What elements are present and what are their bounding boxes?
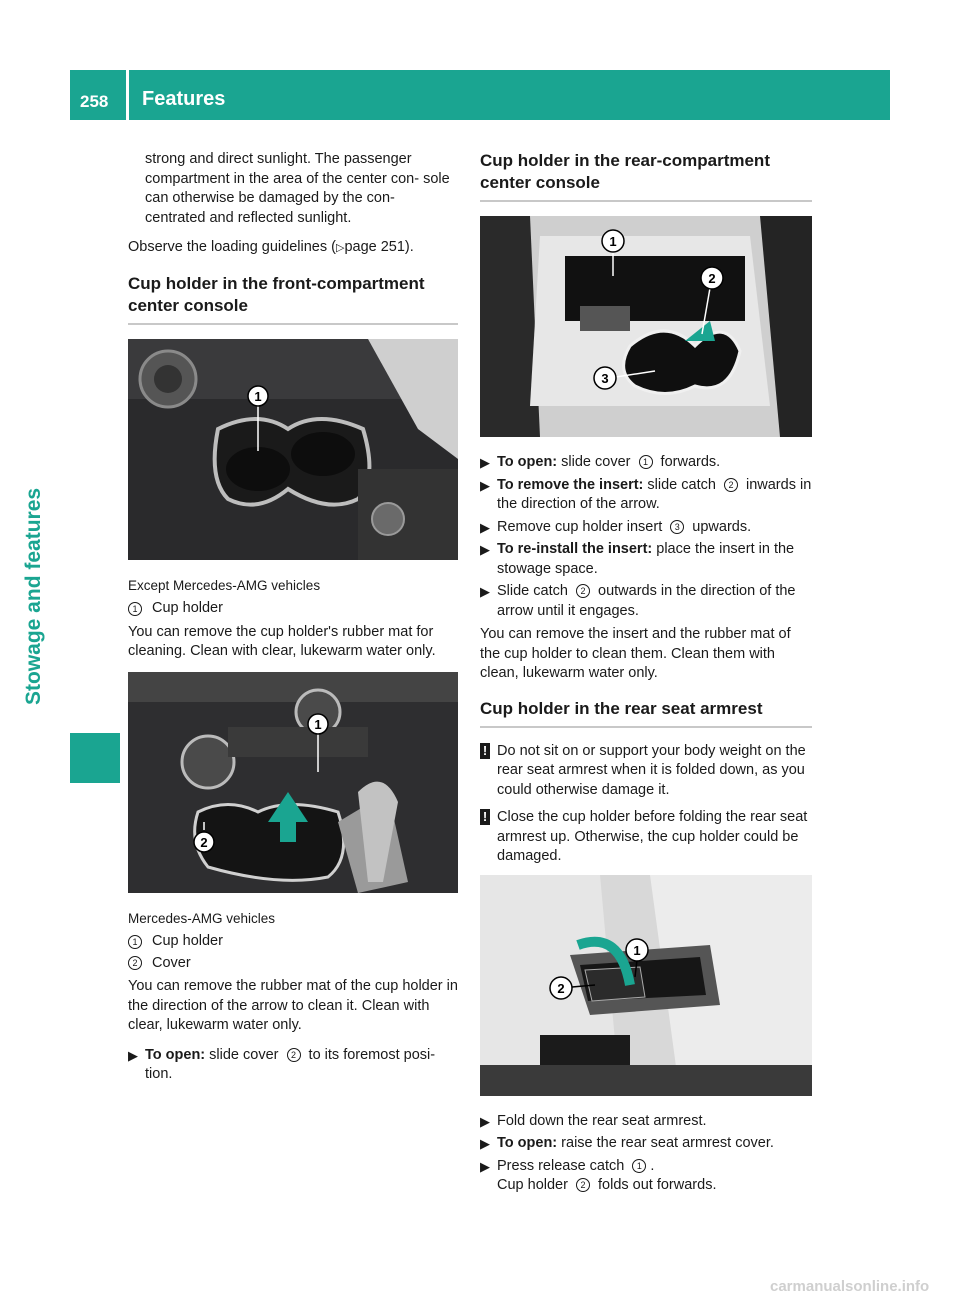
step-item: ▶ Remove cup holder insert 3 upwards. <box>480 518 812 538</box>
step-arrow-icon: ▶ <box>480 455 490 470</box>
legend-item: 1 Cup holder <box>128 932 458 952</box>
number-3-icon: 3 <box>670 520 684 534</box>
page-ref-link[interactable]: page 251). <box>344 239 414 255</box>
warning-note: ! Close the cup holder before folding the rear seat armrest up. Otherwise, the cup holder could be damaged. <box>480 808 812 867</box>
step-arrow-icon: ▶ <box>480 477 490 493</box>
warning-icon: ! <box>480 743 490 759</box>
step-item: ▶ Slide catch 2 outwards in the direction of the arrow until it engages. <box>480 583 796 619</box>
step-arrow-icon: ▶ <box>480 1113 490 1129</box>
svg-text:1: 1 <box>254 388 262 404</box>
figure-front-console <box>128 339 458 560</box>
number-2-icon: 2 <box>287 1048 301 1062</box>
svg-text:1: 1 <box>633 942 641 958</box>
svg-text:1: 1 <box>609 234 617 249</box>
remove-mat-amg-paragraph: You can remove the rubber mat of the cup holder in the direction of the arrow to clean it. Clean with clear, lukewarm water only. <box>128 978 458 1033</box>
page-number: 258 <box>80 92 109 111</box>
step-item: ▶ To open: slide cover 1 forwards. <box>480 453 812 473</box>
page-ref-icon: ▷ <box>335 242 345 254</box>
step-item: ▶ To remove the insert: slide catch 2 inwards in the direction of the arrow. <box>480 476 812 512</box>
figure-1-caption: Except Mercedes-AMG vehicles <box>128 577 321 593</box>
figure-rear-armrest <box>480 875 812 1096</box>
remove-insert-paragraph: You can remove the insert and the rubber mat of the cup holder to clean them. Clean them with clean, lukewarm water only. <box>480 626 791 681</box>
number-2-icon: 2 <box>576 1178 590 1192</box>
observe-paragraph: Observe the loading guidelines (▷page 251). <box>128 239 414 255</box>
step-item: ▶ To open: raise the rear seat armrest cover. <box>480 1134 812 1154</box>
side-tab-label: Stowage and features <box>22 487 45 705</box>
number-1-icon: 1 <box>639 455 653 469</box>
figure-rear-console <box>480 216 812 437</box>
svg-text:2: 2 <box>200 834 208 850</box>
svg-text:1: 1 <box>314 716 322 732</box>
step-arrow-icon: ▶ <box>480 584 490 599</box>
step-arrow-icon: ▶ <box>480 1136 490 1151</box>
number-2-icon: 2 <box>724 478 738 492</box>
remove-mat-paragraph: You can remove the cup holder's rubber mat for cleaning. Clean with clear, lukewarm water only. <box>128 623 436 659</box>
figure-amg-console <box>128 672 458 893</box>
side-tab-marker <box>70 733 120 783</box>
right-column <box>480 150 812 1199</box>
header-divider <box>126 70 129 120</box>
intro-paragraph: strong and direct sunlight. The passenger compartment in the area of the center con- sole can otherwise be damaged by the con- centrated and reflected sunlight. <box>145 151 450 226</box>
step-arrow-icon: ▶ <box>480 1158 490 1174</box>
step-item: ▶ Fold down the rear seat armrest. <box>480 1112 812 1132</box>
legend-item: 2 Cover <box>128 954 458 974</box>
page-header <box>70 70 890 120</box>
step-open-cover: ▶ To open: slide cover 2 to its foremost posi- tion. <box>128 1046 436 1082</box>
number-1-icon: 1 <box>128 602 142 616</box>
step-arrow-icon: ▶ <box>128 1047 138 1063</box>
heading-armrest: Cup holder in the rear seat armrest <box>480 698 812 728</box>
step-item: ▶ Press release catch 1 . Cup holder 2 folds out forwards. <box>480 1157 717 1193</box>
left-column <box>128 150 458 1088</box>
warning-icon: ! <box>480 809 490 825</box>
figure-2-caption: Mercedes-AMG vehicles <box>128 910 276 926</box>
number-2-icon: 2 <box>576 584 590 598</box>
svg-text:2: 2 <box>557 980 565 996</box>
number-2-icon: 2 <box>128 956 142 970</box>
heading-rear-console: Cup holder in the rear-compartment center console <box>480 150 812 202</box>
heading-front-cup-holder: Cup holder in the front-compartment center console <box>128 273 458 325</box>
warning-note: ! Do not sit on or support your body weight on the rear seat armrest when it is folded down, as you could otherwise damage it. <box>480 742 812 801</box>
section-title: Features <box>142 88 226 110</box>
number-1-icon: 1 <box>128 935 142 949</box>
step-item: ▶ To re-install the insert: place the insert in the stowage space. <box>480 541 795 577</box>
step-arrow-icon: ▶ <box>480 519 490 535</box>
svg-text:2: 2 <box>708 271 716 286</box>
watermark: carmanualsonline.info <box>770 1278 930 1295</box>
legend-item: 1 Cup holder <box>128 599 458 619</box>
svg-text:3: 3 <box>601 371 609 386</box>
number-1-icon: 1 <box>632 1159 646 1173</box>
step-arrow-icon: ▶ <box>480 542 490 557</box>
